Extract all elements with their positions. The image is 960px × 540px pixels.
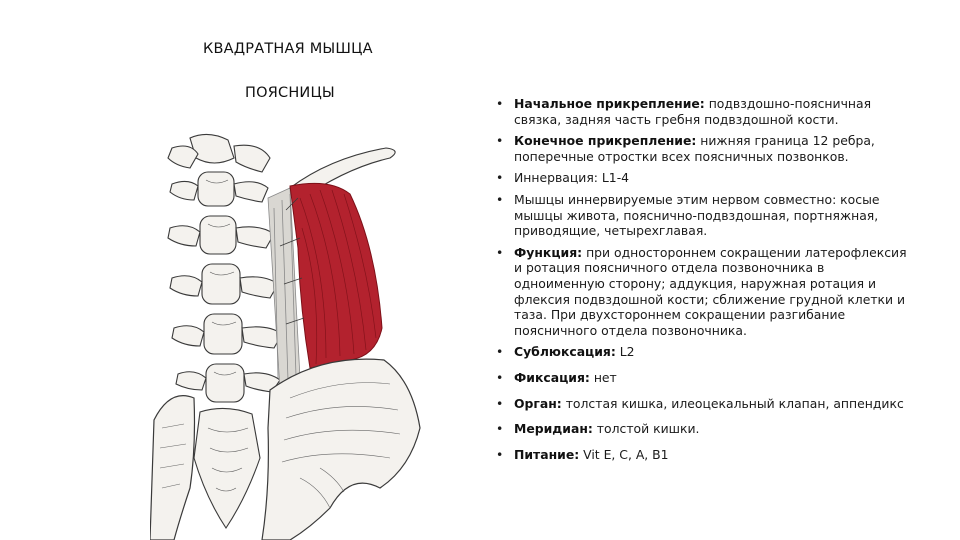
bullet-co-innervated: • Мышцы иннервируемые этим нервом совместно: косые мышцы живота, пояснично-подвздошная, портняжная, приводящие, четырехглавая. bbox=[496, 191, 880, 239]
bullet-innervation: • Иннервация: L1-4 bbox=[496, 170, 630, 186]
bullet-subluxation: • Сублюксация: L2 bbox=[496, 344, 635, 360]
bullet-fixation: • Фиксация: нет bbox=[496, 369, 617, 385]
bullet-insertion: • Конечное прикрепление: нижняя граница 12 ребра, поперечные отростки всех поясничных позвонков. bbox=[496, 133, 875, 164]
bullet-meridian: • Меридиан: толстой кишки. bbox=[496, 421, 700, 437]
slide-title-line-2: ПОЯСНИЦЫ bbox=[245, 85, 335, 101]
bullet-organ: • Орган: толстая кишка, илеоцекальный клапан, аппендикс bbox=[496, 395, 904, 411]
bullet-function: • Функция: при одностороннем сокращении латерофлексия и ротация поясничного отдела позвоночника в одноименную сторону; аддукция, наружная ротация и флексия подвздошной кости; сближение грудной клетки и таза. При двухстороннем сокращении разгибание поясничного отдела позвоночника. bbox=[496, 244, 907, 338]
anatomy-illustration bbox=[150, 128, 430, 540]
muscle-facts-list bbox=[494, 96, 914, 462]
bullet-origin: • Начальное прикрепление: подвздошно-поясничная связка, задняя часть гребня подвздошной кости. bbox=[496, 96, 872, 127]
slide-title-line-1: КВАДРАТНАЯ МЫШЦА bbox=[203, 41, 373, 57]
bullet-nutrition: • Питание: Vit E, C, A, B1 bbox=[496, 446, 669, 462]
